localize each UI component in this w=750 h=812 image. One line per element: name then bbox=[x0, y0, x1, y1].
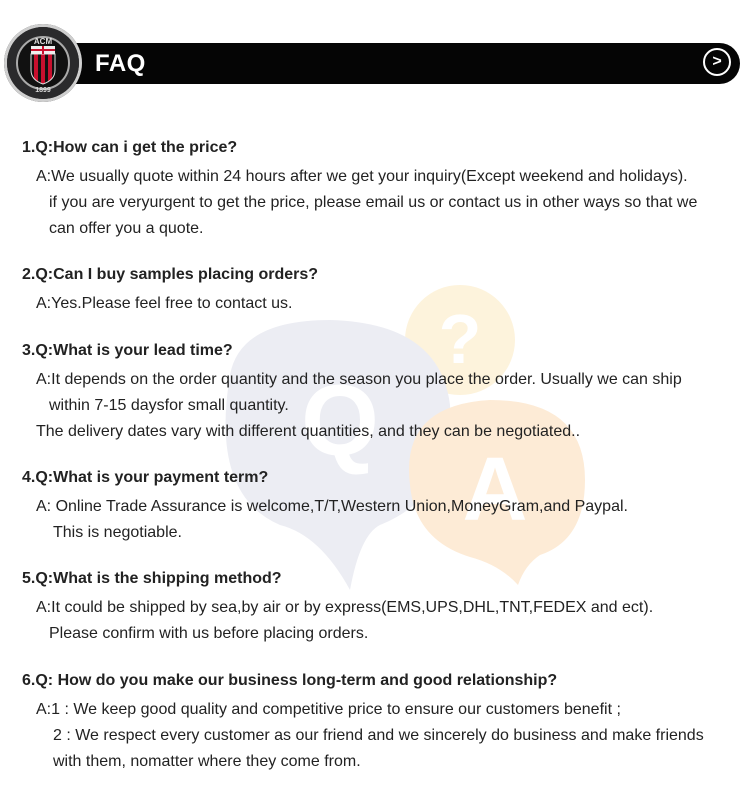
page-title: FAQ bbox=[95, 50, 146, 77]
faq-answer-line: This is negotiable. bbox=[53, 524, 182, 541]
logo-text-top: ACM bbox=[33, 37, 53, 46]
faq-answer-line: A:Yes.Please feel free to contact us. bbox=[36, 295, 293, 312]
watermark-question-mark: ? bbox=[438, 300, 482, 378]
club-logo bbox=[4, 24, 82, 102]
faq-question: 3.Q:What is your lead time? bbox=[22, 342, 233, 359]
faq-answer-line: can offer you a quote. bbox=[49, 220, 204, 237]
watermark-q: Q bbox=[301, 365, 379, 477]
faq-question: 5.Q:What is the shipping method? bbox=[22, 570, 282, 587]
club-crest-icon bbox=[4, 24, 82, 102]
faq-answer-line: A:We usually quote within 24 hours after we get your inquiry(Except weekend and holidays). bbox=[36, 168, 688, 185]
header-bar bbox=[60, 43, 740, 84]
faq-answer-line: A:It could be shipped by sea,by air or by express(EMS,UPS,DHL,TNT,FEDEX and ect). bbox=[36, 599, 654, 616]
next-button[interactable]: > bbox=[703, 48, 731, 76]
logo-text-bottom: 1899 bbox=[35, 87, 51, 94]
faq-answer-line: 2 : We respect every customer as our friend and we sincerely do business and make friends bbox=[53, 727, 704, 744]
faq-question: 4.Q:What is your payment term? bbox=[22, 469, 269, 486]
faq-answer-line: Please confirm with us before placing orders. bbox=[49, 625, 369, 642]
faq-question: 1.Q:How can i get the price? bbox=[22, 139, 238, 156]
faq-question: 6.Q: How do you make our business long-term and good relationship? bbox=[22, 672, 558, 689]
watermark-a: A bbox=[462, 440, 528, 540]
faq-answer-line: if you are veryurgent to get the price, please email us or contact us in other ways so that we bbox=[49, 194, 698, 211]
faq-answer-line: with them, nomatter where they come from. bbox=[53, 753, 361, 770]
faq-answer-line: A: Online Trade Assurance is welcome,T/T,Western Union,MoneyGram,and Paypal. bbox=[36, 498, 628, 515]
faq-question: 2.Q:Can I buy samples placing orders? bbox=[22, 266, 319, 283]
faq-answer-line: A:It depends on the order quantity and the season you place the order. Usually we can ship bbox=[36, 371, 682, 388]
faq-answer-line: A:1 : We keep good quality and competitive price to ensure our customers benefit ; bbox=[36, 701, 621, 718]
faq-answer-line: The delivery dates vary with different quantities, and they can be negotiated.. bbox=[36, 423, 581, 440]
faq-answer-line: within 7-15 daysfor small quantity. bbox=[49, 397, 289, 414]
